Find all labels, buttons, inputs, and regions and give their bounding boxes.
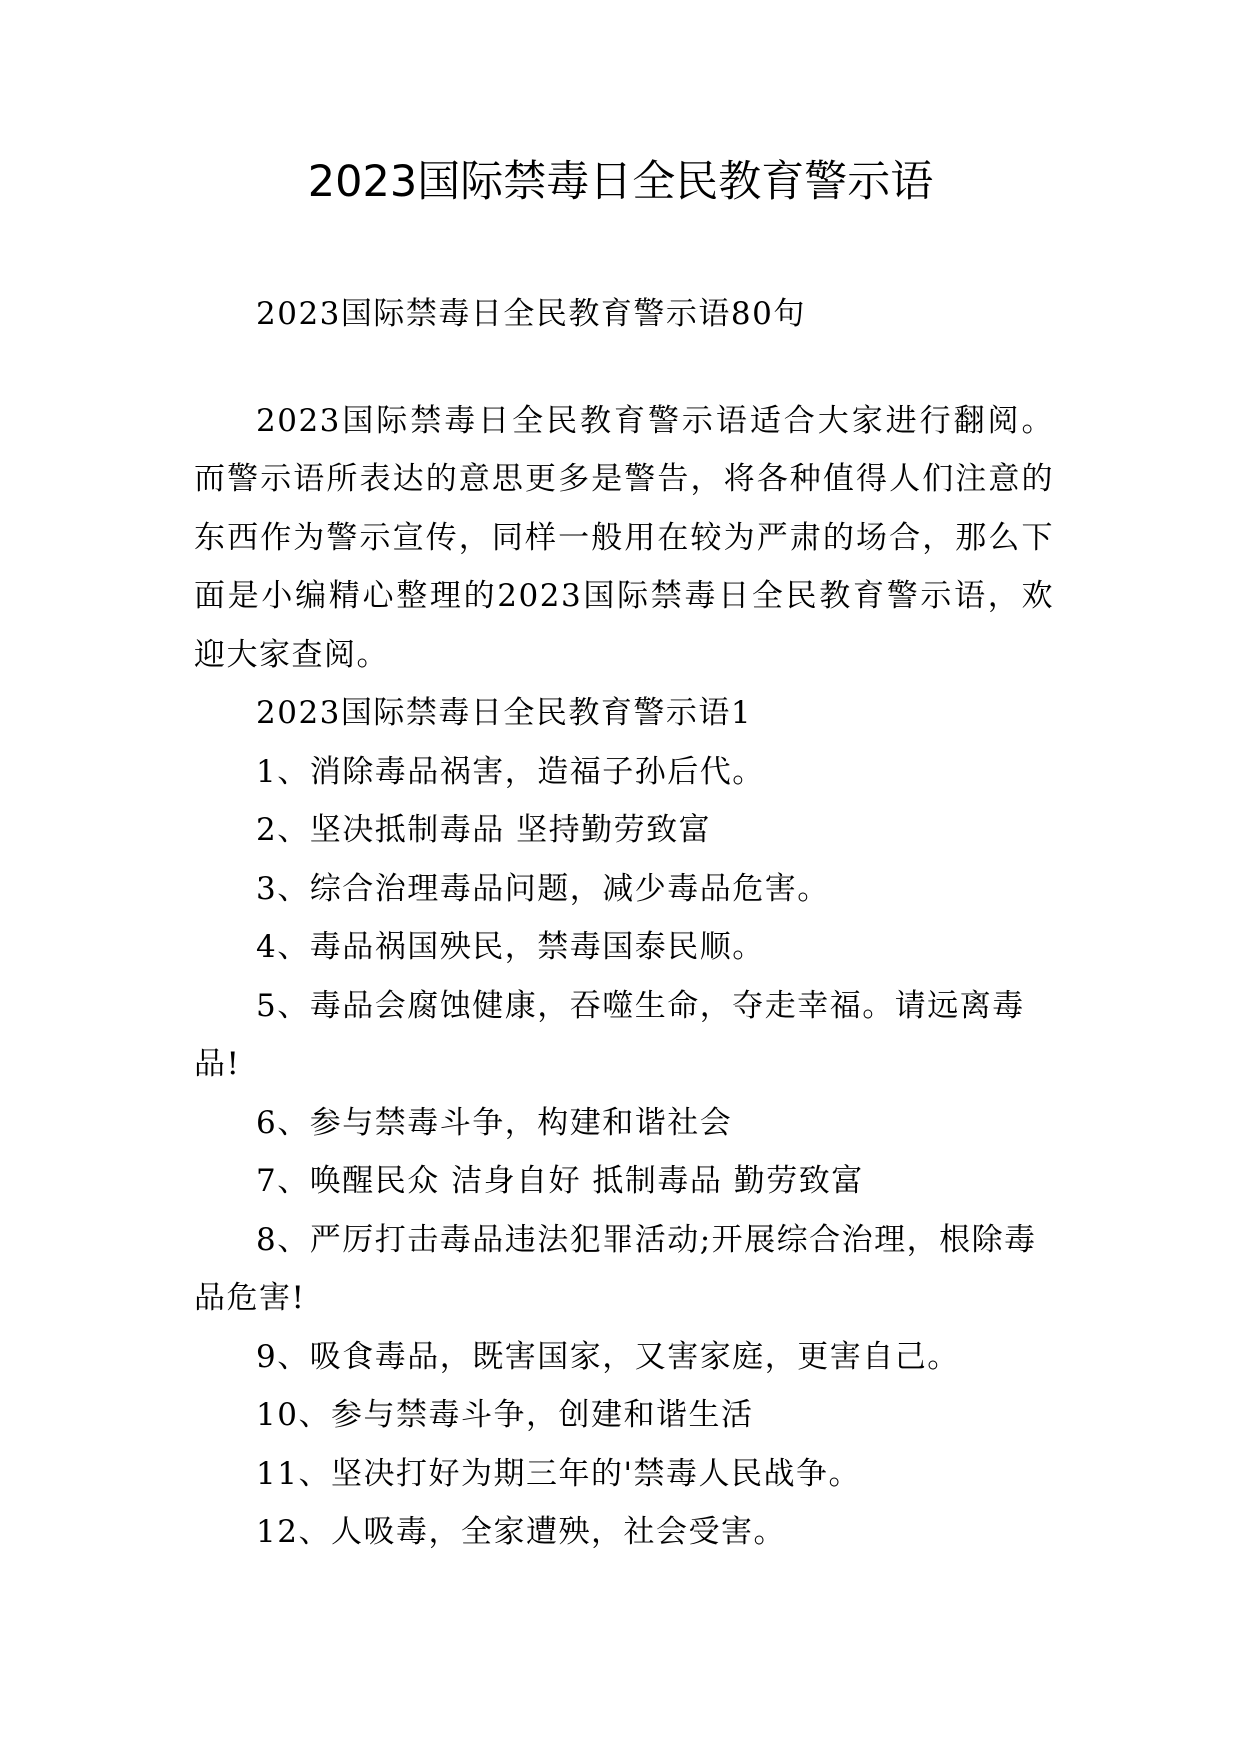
list-item: 9、吸食毒品，既害国家，又害家庭，更害自己。: [256, 1338, 960, 1375]
list-item: 1、消除毒品祸害，造福子孙后代。: [256, 753, 765, 790]
list-item: 10、参与禁毒斗争，创建和谐生活: [256, 1397, 754, 1433]
document-subtitle: 2023国际禁毒日全民教育警示语80句: [256, 296, 806, 332]
list-item: 3、综合治理毒品问题，减少毒品危害。: [256, 870, 830, 907]
intro-paragraph: 2023国际禁毒日全民教育警示语适合大家进行翻阅。而警示语所表达的意思更多是警告，将各种值得人们注意的东西作为警示宣传，同样一般用在较为严肃的场合，那么下面是小编精心整理的2023国际禁毒日全民教育警示语，欢迎大家查阅。: [194, 402, 1054, 673]
list-item: 6、参与禁毒斗争，构建和谐社会: [256, 1104, 733, 1141]
list-item: 7、唤醒民众 洁身自好 抵制毒品 勤劳致富: [256, 1163, 864, 1199]
list-item: 5、毒品会腐蚀健康，吞噬生命，夺走幸福。请远离毒品!: [194, 987, 1025, 1082]
document-body: [194, 285, 1054, 1562]
list-item: 4、毒品祸国殃民，禁毒国泰民顺。: [256, 929, 765, 965]
list-item: 8、严厉打击毒品违法犯罪活动;开展综合治理，根除毒品危害!: [194, 1221, 1037, 1316]
list-item: 11、坚决打好为期三年的'禁毒人民战争。: [256, 1455, 861, 1492]
document-title: 2023国际禁毒日全民教育警示语: [307, 157, 934, 207]
section-heading: 2023国际禁毒日全民教育警示语1: [256, 695, 753, 731]
list-item: 12、人吸毒，全家遭殃，社会受害。: [256, 1514, 786, 1550]
list-item: 2、坚决抵制毒品 坚持勤劳致富: [256, 812, 712, 848]
